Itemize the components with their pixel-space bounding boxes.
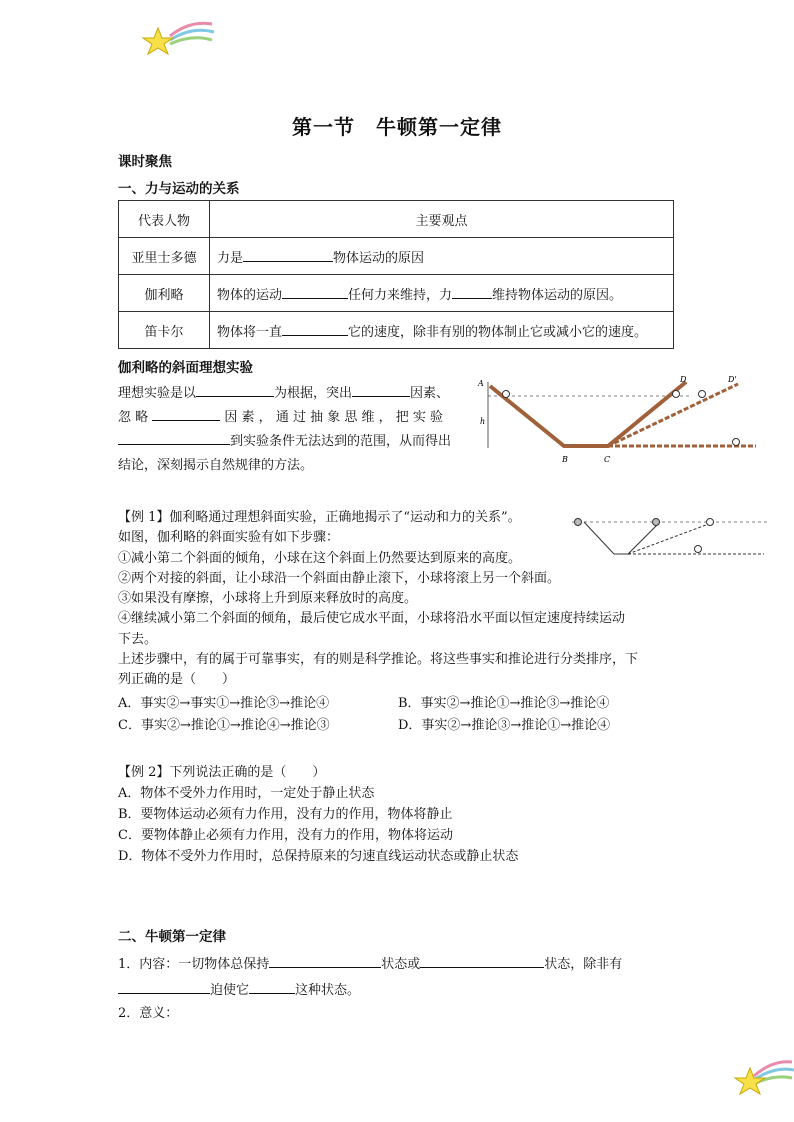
label-a: A bbox=[478, 379, 484, 388]
option-a[interactable]: A．事实②→事实①→推论③→推论④ bbox=[118, 696, 330, 711]
option-b[interactable]: B．事实②→推论①→推论③→推论④ bbox=[398, 696, 610, 711]
table-header-row bbox=[119, 201, 674, 238]
person-cell: 伽利略 bbox=[119, 275, 210, 312]
views-table bbox=[118, 200, 674, 349]
example2-text: 【例 2】下列说法正确的是（ ） A．物体不受外力作用时，一定处于静止状态 B．要物体运动必须有力作用，没有力的作用，物体将静止 C．要物体静止必须有力作用，没有力的作用，物体将运动 D．物体不受外力作用时，总保持原来的匀速直线运动状态或静止状态 bbox=[118, 762, 518, 867]
answer-blank[interactable] bbox=[118, 980, 210, 994]
view-cell: 物体的运动 任何力来维持，力 维持物体运动的原因。 bbox=[210, 275, 674, 312]
answer-blank[interactable] bbox=[282, 322, 348, 336]
answer-blank[interactable] bbox=[352, 383, 410, 397]
section2-heading: 二、牛顿第一定律 bbox=[118, 929, 226, 945]
table-header-cell: 代表人物 bbox=[119, 201, 210, 238]
shooting-star-icon bbox=[732, 1052, 794, 1100]
answer-blank[interactable] bbox=[118, 431, 230, 445]
table-row bbox=[119, 275, 674, 312]
incline-diagram bbox=[476, 372, 760, 466]
option-a[interactable]: A．物体不受外力作用时，一定处于静止状态 bbox=[118, 786, 375, 801]
answer-blank[interactable] bbox=[282, 285, 348, 299]
option-b[interactable]: B．要物体运动必须有力作用，没有力的作用，物体将静止 bbox=[118, 807, 453, 822]
answer-blank[interactable] bbox=[420, 954, 544, 968]
label-h: h bbox=[480, 417, 486, 426]
section2-item2: 2．意义： bbox=[118, 1006, 179, 1021]
view-cell: 力是 物体运动的原因 bbox=[210, 238, 674, 275]
option-c[interactable]: C．要物体静止必须有力作用，没有力的作用，物体将运动 bbox=[118, 828, 453, 843]
section1-heading: 一、力与运动的关系 bbox=[118, 181, 240, 197]
answer-blank[interactable] bbox=[249, 980, 295, 994]
option-c[interactable]: C．事实②→推论①→推论④→推论③ bbox=[118, 718, 330, 733]
person-cell: 亚里士多德 bbox=[119, 238, 210, 275]
focus-heading: 课时聚焦 bbox=[118, 154, 172, 170]
answer-blank[interactable] bbox=[269, 954, 381, 968]
section2-item1: 1．内容：一切物体总保持 状态或 状态，除非有 迫使它 这种状态。 bbox=[118, 952, 622, 1004]
example1-text: 【例 1】伽利略通过理想斜面实验，正确地揭示了“运动和力的关系”。 如图，伽利略的斜面实验有如下步骤： ①减小第二个斜面的倾角，小球在这个斜面上仍然要达到原来的高度。 ②两个对接的斜面，让小球沿一个斜面由静止滚下，小球将滚上另一个斜面。 ③如果没有摩擦，小球将上升到原来释放时的高度。 ④继续减小第二个斜面的倾角，最后使它成水平面，小球将沿水平面以恒定速度持续运动 下去。 上述步骤中，有的属于可靠事实，有的则是科学推论。将这些事实和推论进行分类排序，下 列正确的是（ ） bbox=[118, 510, 639, 688]
option-d[interactable]: D．事实②→推论③→推论①→推论④ bbox=[398, 718, 611, 733]
experiment-heading: 伽利略的斜面理想实验 bbox=[118, 360, 253, 376]
table-header-cell: 主要观点 bbox=[210, 201, 674, 238]
option-d[interactable]: D．物体不受外力作用时，总保持原来的匀速直线运动状态或静止状态 bbox=[118, 849, 519, 864]
label-c: C bbox=[604, 455, 611, 464]
answer-blank[interactable] bbox=[452, 285, 492, 299]
answer-blank[interactable] bbox=[243, 248, 333, 262]
person-cell: 笛卡尔 bbox=[119, 312, 210, 349]
example1-diagram bbox=[564, 512, 770, 562]
page-title: 第一节 牛顿第一定律 bbox=[292, 115, 502, 139]
label-d-prime: D' bbox=[728, 375, 737, 384]
view-cell: 物体将一直 它的速度，除非有别的物体制止它或减小它的速度。 bbox=[210, 312, 674, 349]
shooting-star-icon bbox=[140, 14, 220, 62]
table-row bbox=[119, 238, 674, 275]
label-d: D bbox=[680, 375, 687, 384]
table-row bbox=[119, 312, 674, 349]
answer-blank[interactable] bbox=[152, 407, 220, 421]
answer-blank[interactable] bbox=[196, 383, 274, 397]
label-b: B bbox=[562, 455, 568, 464]
experiment-text: 理想实验是以 为根据，突出 因素、 忽 略 因 素 ， 通 过 抽 象 思 维 ， 把 实 验 到实验条件无法达到的范围，从而得出 结论，深刻揭示自然规律的方法。 bbox=[118, 382, 451, 478]
